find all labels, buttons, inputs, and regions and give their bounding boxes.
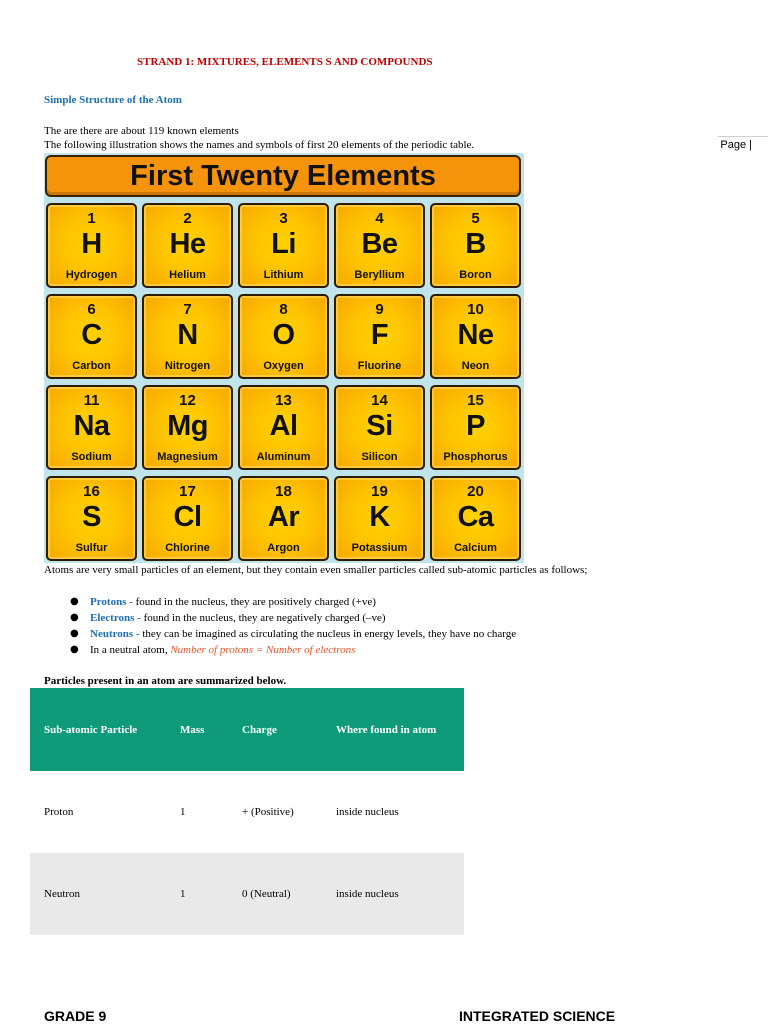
header-mass: Mass bbox=[180, 723, 205, 736]
bullet-icon: ● bbox=[70, 612, 79, 623]
table-caption: Particles present in an atom are summarized below. bbox=[44, 675, 287, 687]
element-tile-hydrogen bbox=[46, 203, 137, 288]
atomic-number: 3 bbox=[279, 210, 288, 227]
list-item-neutral-atom bbox=[70, 644, 516, 660]
term-electrons: Electrons - bbox=[90, 612, 141, 624]
element-name: Sulfur bbox=[75, 542, 108, 554]
element-name: Helium bbox=[169, 269, 206, 281]
header-charge: Charge bbox=[242, 723, 277, 736]
figure-title: First Twenty Elements bbox=[45, 155, 521, 197]
list-item-electrons bbox=[70, 612, 516, 628]
element-tile-oxygen bbox=[238, 294, 329, 379]
atomic-number: 4 bbox=[375, 210, 384, 227]
cell-mass: 1 bbox=[180, 888, 186, 900]
atomic-number: 17 bbox=[179, 483, 196, 500]
term-neutrons: Neutrons - bbox=[90, 628, 140, 640]
element-symbol: O bbox=[272, 319, 295, 351]
atomic-number: 9 bbox=[375, 301, 384, 318]
element-tile-boron bbox=[430, 203, 521, 288]
bullet-icon: ● bbox=[70, 644, 79, 655]
neutral-atom-lead: In a neutral atom, bbox=[90, 644, 171, 656]
element-name: Phosphorus bbox=[443, 451, 508, 463]
element-name: Sodium bbox=[71, 451, 112, 463]
header-particle: Sub-atomic Particle bbox=[44, 723, 138, 736]
element-name: Lithium bbox=[263, 269, 304, 281]
element-tile-sulfur bbox=[46, 476, 137, 561]
cell-charge: 0 (Neutral) bbox=[242, 888, 291, 900]
element-symbol: He bbox=[169, 228, 206, 260]
element-symbol: P bbox=[466, 410, 485, 442]
footer-subject: INTEGRATED SCIENCE bbox=[459, 1008, 616, 1024]
desc-electrons: found in the nucleus, they are negatively charged (–ve) bbox=[140, 612, 386, 624]
list-item-protons bbox=[70, 596, 516, 612]
element-tile-helium bbox=[142, 203, 233, 288]
element-tile-beryllium bbox=[334, 203, 425, 288]
element-symbol: Be bbox=[361, 228, 398, 260]
neutral-atom-equation: Number of protons = Number of electrons bbox=[170, 644, 356, 656]
element-symbol: Cl bbox=[173, 501, 202, 533]
particles-table bbox=[30, 688, 464, 935]
desc-protons: found in the nucleus, they are positively charged (+ve) bbox=[132, 596, 376, 608]
element-tile-neon bbox=[430, 294, 521, 379]
particle-list bbox=[70, 596, 516, 660]
desc-neutrons: they can be imagined as circulating the nucleus in energy levels, they have no charge bbox=[139, 628, 517, 640]
element-symbol: C bbox=[81, 319, 102, 351]
atomic-number: 11 bbox=[83, 392, 100, 409]
bullet-icon: ● bbox=[70, 628, 79, 639]
element-symbol: S bbox=[82, 501, 101, 533]
cell-particle: Proton bbox=[44, 806, 74, 818]
element-tile-potassium bbox=[334, 476, 425, 561]
term-protons: Protons - bbox=[90, 596, 133, 608]
atomic-number: 10 bbox=[467, 301, 484, 318]
element-tile-nitrogen bbox=[142, 294, 233, 379]
intro-line-1: The are there are about 119 known elements bbox=[44, 125, 239, 137]
table-row bbox=[30, 853, 464, 935]
element-tile-carbon bbox=[46, 294, 137, 379]
atomic-number: 6 bbox=[87, 301, 96, 318]
table-header-row bbox=[30, 688, 464, 771]
atomic-number: 5 bbox=[471, 210, 480, 227]
element-symbol: K bbox=[369, 501, 390, 533]
atomic-number: 13 bbox=[275, 392, 292, 409]
element-symbol: Mg bbox=[167, 410, 208, 442]
intro-line-2: The following illustration shows the names and symbols of first 20 elements of the periodic table. bbox=[44, 139, 475, 151]
atomic-number: 1 bbox=[87, 210, 96, 227]
cell-particle: Neutron bbox=[44, 888, 81, 900]
element-name: Magnesium bbox=[157, 451, 218, 463]
element-name: Argon bbox=[267, 542, 300, 554]
element-tile-chlorine bbox=[142, 476, 233, 561]
element-symbol: H bbox=[81, 228, 102, 260]
element-symbol: Al bbox=[269, 410, 298, 442]
atomic-number: 14 bbox=[371, 392, 388, 409]
element-name: Chlorine bbox=[165, 542, 210, 554]
element-tile-phosphorus bbox=[430, 385, 521, 470]
bullet-icon: ● bbox=[70, 596, 79, 607]
cell-location: inside nucleus bbox=[336, 888, 399, 900]
atomic-number: 19 bbox=[371, 483, 388, 500]
element-tile-aluminum bbox=[238, 385, 329, 470]
element-name: Potassium bbox=[351, 542, 408, 554]
page-divider bbox=[718, 136, 768, 137]
footer-grade: GRADE 9 bbox=[44, 1008, 107, 1024]
element-name: Beryllium bbox=[354, 269, 405, 281]
atomic-number: 2 bbox=[183, 210, 192, 227]
element-tile-sodium bbox=[46, 385, 137, 470]
element-name: Oxygen bbox=[263, 360, 304, 372]
atoms-intro-text: Atoms are very small particles of an element, but they contain even smaller particles called sub-atomic particles as follows; bbox=[44, 564, 588, 576]
element-tile-calcium bbox=[430, 476, 521, 561]
atomic-number: 7 bbox=[183, 301, 192, 318]
element-name: Silicon bbox=[361, 451, 398, 463]
list-item-neutrons bbox=[70, 628, 516, 644]
atomic-number: 15 bbox=[467, 392, 484, 409]
table-row bbox=[30, 771, 464, 853]
element-symbol: Ca bbox=[457, 501, 494, 533]
atomic-number: 12 bbox=[179, 392, 196, 409]
cell-location: inside nucleus bbox=[336, 806, 399, 818]
section-subtitle: Simple Structure of the Atom bbox=[44, 94, 182, 106]
element-grid bbox=[46, 203, 521, 561]
element-tile-lithium bbox=[238, 203, 329, 288]
element-tile-fluorine bbox=[334, 294, 425, 379]
element-symbol: Li bbox=[271, 228, 296, 260]
cell-charge: + (Positive) bbox=[242, 806, 294, 818]
atomic-number: 16 bbox=[83, 483, 100, 500]
atomic-number: 8 bbox=[279, 301, 288, 318]
element-symbol: Na bbox=[73, 410, 110, 442]
element-symbol: B bbox=[465, 228, 486, 260]
strand-heading: STRAND 1: MIXTURES, ELEMENTS S AND COMPOUNDS bbox=[137, 56, 433, 68]
element-name: Carbon bbox=[72, 360, 111, 372]
element-symbol: Si bbox=[366, 410, 393, 442]
element-name: Fluorine bbox=[357, 360, 402, 372]
element-symbol: Ne bbox=[457, 319, 494, 351]
element-tile-magnesium bbox=[142, 385, 233, 470]
element-symbol: F bbox=[370, 319, 389, 351]
element-symbol: Ar bbox=[267, 501, 300, 533]
cell-mass: 1 bbox=[180, 806, 186, 818]
atomic-number: 18 bbox=[275, 483, 292, 500]
element-name: Neon bbox=[461, 360, 490, 372]
element-name: Hydrogen bbox=[65, 269, 118, 281]
element-name: Calcium bbox=[454, 542, 497, 554]
element-symbol: N bbox=[177, 319, 198, 351]
atomic-number: 20 bbox=[467, 483, 484, 500]
first-twenty-elements-figure bbox=[44, 153, 524, 563]
header-location: Where found in atom bbox=[336, 723, 437, 736]
element-tile-silicon bbox=[334, 385, 425, 470]
element-name: Aluminum bbox=[256, 451, 311, 463]
element-name: Nitrogen bbox=[164, 360, 211, 372]
element-name: Boron bbox=[459, 269, 492, 281]
element-tile-argon bbox=[238, 476, 329, 561]
page-number-label: Page | bbox=[720, 139, 752, 151]
